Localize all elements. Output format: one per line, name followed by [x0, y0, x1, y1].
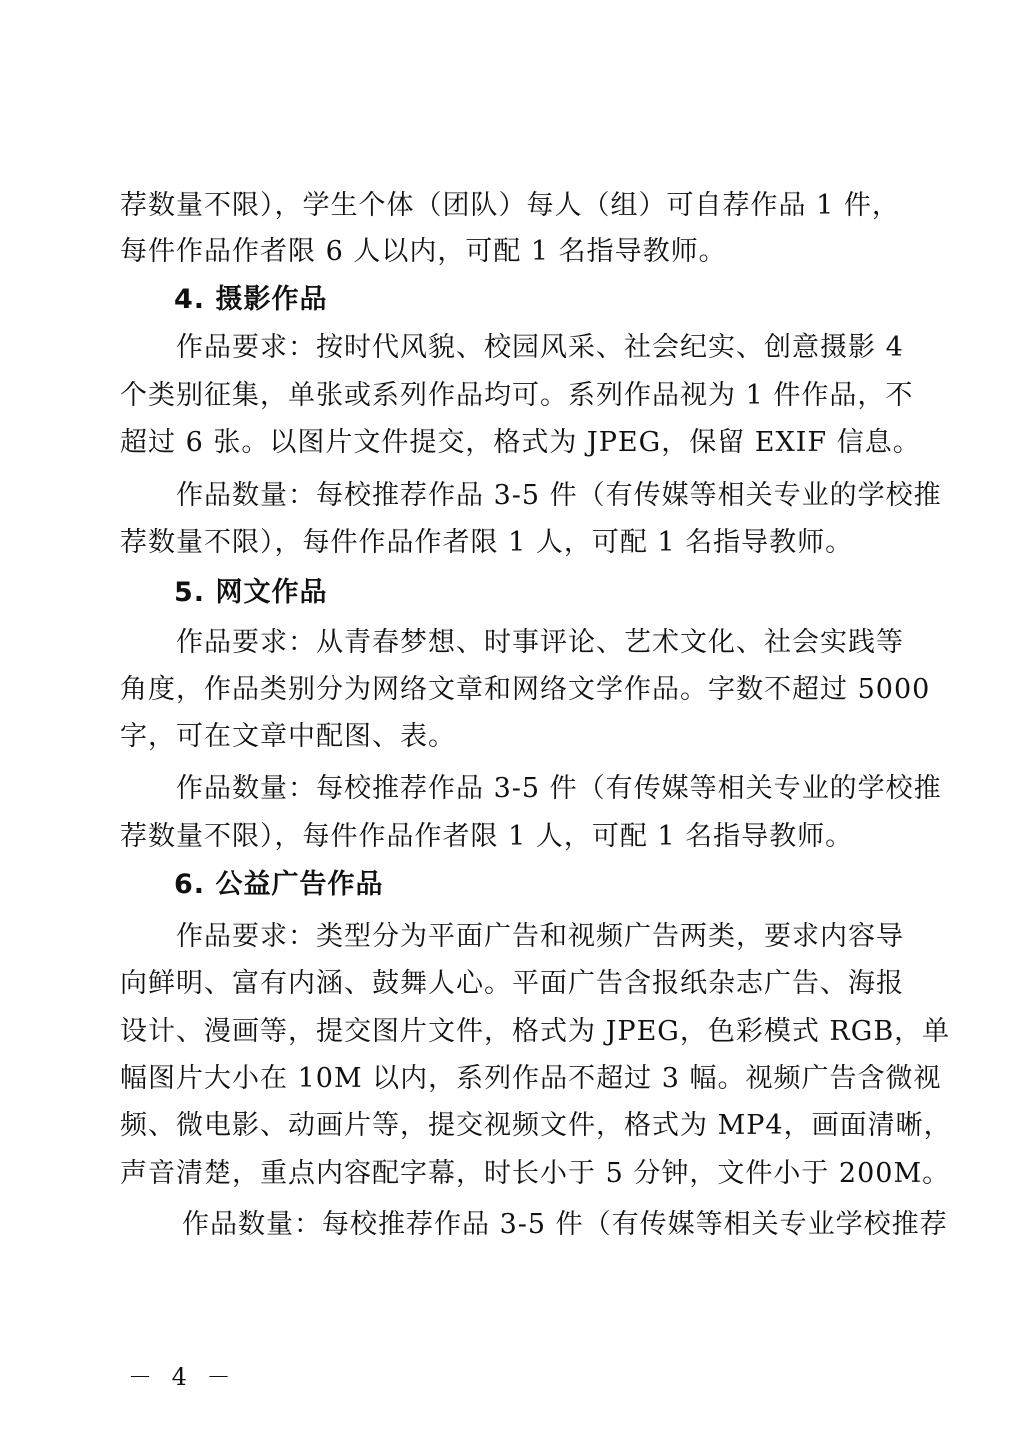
paragraph-line-1: 荐数量不限），学生个体（团队）每人（组）可自荐作品 1 件， [120, 190, 900, 221]
paragraph-line-4: 作品要求：按时代风貌、校园风采、社会纪实、创意摄影 4 [176, 332, 904, 363]
section-heading-photography: 4. 摄影作品 [174, 284, 328, 315]
paragraph-line-12: 字，可在文章中配图、表。 [120, 721, 456, 752]
paragraph-line-21: 声音清楚，重点内容配字幕，时长小于 5 分钟，文件小于 200M。 [120, 1158, 951, 1189]
paragraph-line-2: 每件作品作者限 6 人以内，可配 1 名指导教师。 [120, 236, 727, 267]
section-heading-public-ads: 6. 公益广告作品 [174, 869, 384, 900]
paragraph-line-11: 角度，作品类别分为网络文章和网络文学作品。字数不超过 5000 [120, 674, 931, 705]
paragraph-line-8: 荐数量不限），每件作品作者限 1 人，可配 1 名指导教师。 [120, 527, 854, 558]
paragraph-line-10: 作品要求：从青春梦想、时事评论、艺术文化、社会实践等 [176, 627, 904, 658]
page-number: － 4 － [128, 1363, 237, 1391]
paragraph-line-13: 作品数量：每校推荐作品 3-5 件（有传媒等相关专业的学校推 [176, 773, 942, 804]
paragraph-line-14: 荐数量不限），每件作品作者限 1 人，可配 1 名指导教师。 [120, 821, 854, 852]
paragraph-line-5: 个类别征集，单张或系列作品均可。系列作品视为 1 件作品，不 [120, 380, 914, 411]
paragraph-line-20: 频、微电影、动画片等，提交视频文件，格式为 MP4，画面清晰， [120, 1110, 952, 1141]
paragraph-line-22: 作品数量：每校推荐作品 3-5 件（有传媒等相关专业学校推荐 [182, 1209, 948, 1240]
section-heading-web-writing: 5. 网文作品 [174, 577, 328, 608]
paragraph-line-19: 幅图片大小在 10M 以内，系列作品不超过 3 幅。视频广告含微视 [120, 1063, 942, 1094]
paragraph-line-6: 超过 6 张。以图片文件提交，格式为 JPEG，保留 EXIF 信息。 [120, 427, 921, 458]
paragraph-line-16: 作品要求：类型分为平面广告和视频广告两类，要求内容导 [176, 921, 904, 952]
paragraph-line-17: 向鲜明、富有内涵、鼓舞人心。平面广告含报纸杂志广告、海报 [120, 968, 904, 999]
paragraph-line-18: 设计、漫画等，提交图片文件，格式为 JPEG，色彩模式 RGB，单 [120, 1016, 951, 1047]
paragraph-line-7: 作品数量：每校推荐作品 3-5 件（有传媒等相关专业的学校推 [176, 480, 942, 511]
